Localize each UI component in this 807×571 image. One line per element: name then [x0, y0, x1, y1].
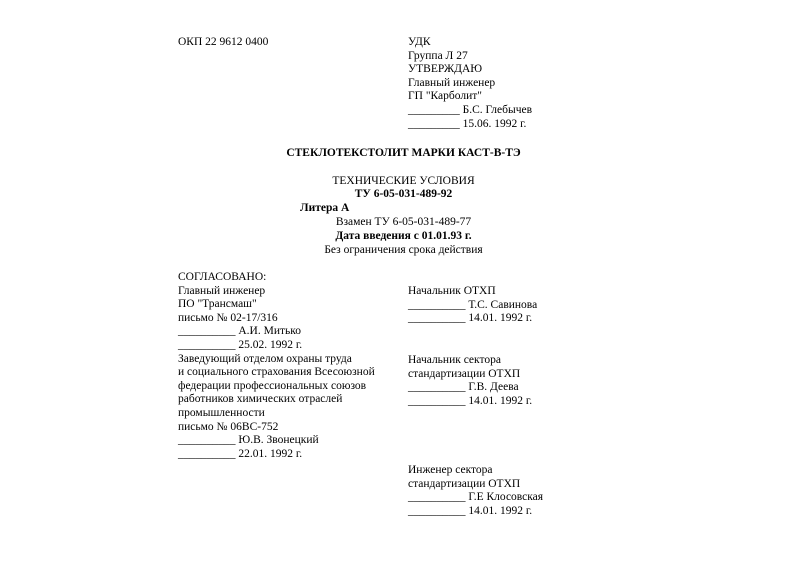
agreed-line: промышленности [178, 406, 265, 419]
agreed-line: __________ 25.02. 1992 г. [178, 338, 303, 351]
okp-code: ОКП 22 9612 0400 [178, 36, 269, 48]
agreed-line: федерации профессиональных союзов [178, 379, 367, 392]
signatory-department: стандартизации ОТХП [408, 477, 521, 490]
otkhp-head-block [408, 285, 537, 326]
agreed-line: __________ А.И. Митько [178, 325, 302, 338]
agreed-line: и социального страхования Всесоюзной [178, 366, 375, 379]
approval-date: _________ 15.06. 1992 г. [408, 117, 527, 130]
agreed-heading: СОГЛАСОВАНО: [178, 271, 267, 283]
agreed-line: __________ Ю.В. Звонецкий [178, 434, 319, 447]
product-title: СТЕКЛОТЕКСТОЛИТ МАРКИ КАСТ-В-ТЭ [286, 147, 521, 159]
agreed-line: ПО "Трансмаш" [178, 298, 257, 311]
signatory-position: Начальник ОТХП [408, 285, 496, 297]
signatory-date: __________ 14.01. 1992 г. [408, 312, 533, 325]
approver-position: Главный инженер [408, 76, 496, 89]
signatory-date: __________ 14.01. 1992 г. [408, 504, 533, 517]
signatory-position: Инженер сектора [408, 464, 493, 476]
approval-block [408, 36, 532, 131]
group-label: Группа Л 27 [408, 49, 468, 62]
agreed-line: работников химических отраслей [178, 393, 343, 406]
approver-signature: _________ Б.С. Глебычев [408, 103, 533, 116]
signatory-name: __________ Т.С. Савинова [408, 298, 538, 311]
approve-label: УТВЕРЖДАЮ [408, 63, 483, 76]
validity: Без ограничения срока действия [324, 244, 483, 256]
signatory-position: Начальник сектора [408, 354, 501, 366]
sector-head-block [408, 354, 532, 408]
signatory-date: __________ 14.01. 1992 г. [408, 394, 533, 407]
intro-date: Дата введения с 01.01.93 г. [335, 230, 472, 242]
litera: Литера А [300, 202, 350, 214]
udk-label: УДК [408, 36, 431, 48]
agreed-line: письмо № 02-17/316 [178, 311, 278, 324]
approver-org: ГП "Карболит" [408, 90, 482, 103]
tu-code: ТУ 6-05-031-489-92 [354, 188, 453, 200]
sector-engineer-block [408, 464, 543, 518]
signatory-department: стандартизации ОТХП [408, 367, 521, 380]
agreed-line: Заведующий отделом охраны труда [178, 352, 352, 365]
replaces: Взамен ТУ 6-05-031-489-77 [335, 216, 472, 228]
signatory-name: __________ Г.В. Деева [408, 381, 519, 394]
agreed-line: Главный инженер [178, 284, 266, 297]
signatory-name: __________ Г.Е Клосовская [408, 491, 544, 504]
agreed-line: __________ 22.01. 1992 г. [178, 447, 303, 460]
agreed-line: письмо № 06ВС-752 [178, 420, 279, 433]
agreed-left-column [178, 271, 375, 461]
doc-type: ТЕХНИЧЕСКИЕ УСЛОВИЯ [332, 175, 475, 187]
